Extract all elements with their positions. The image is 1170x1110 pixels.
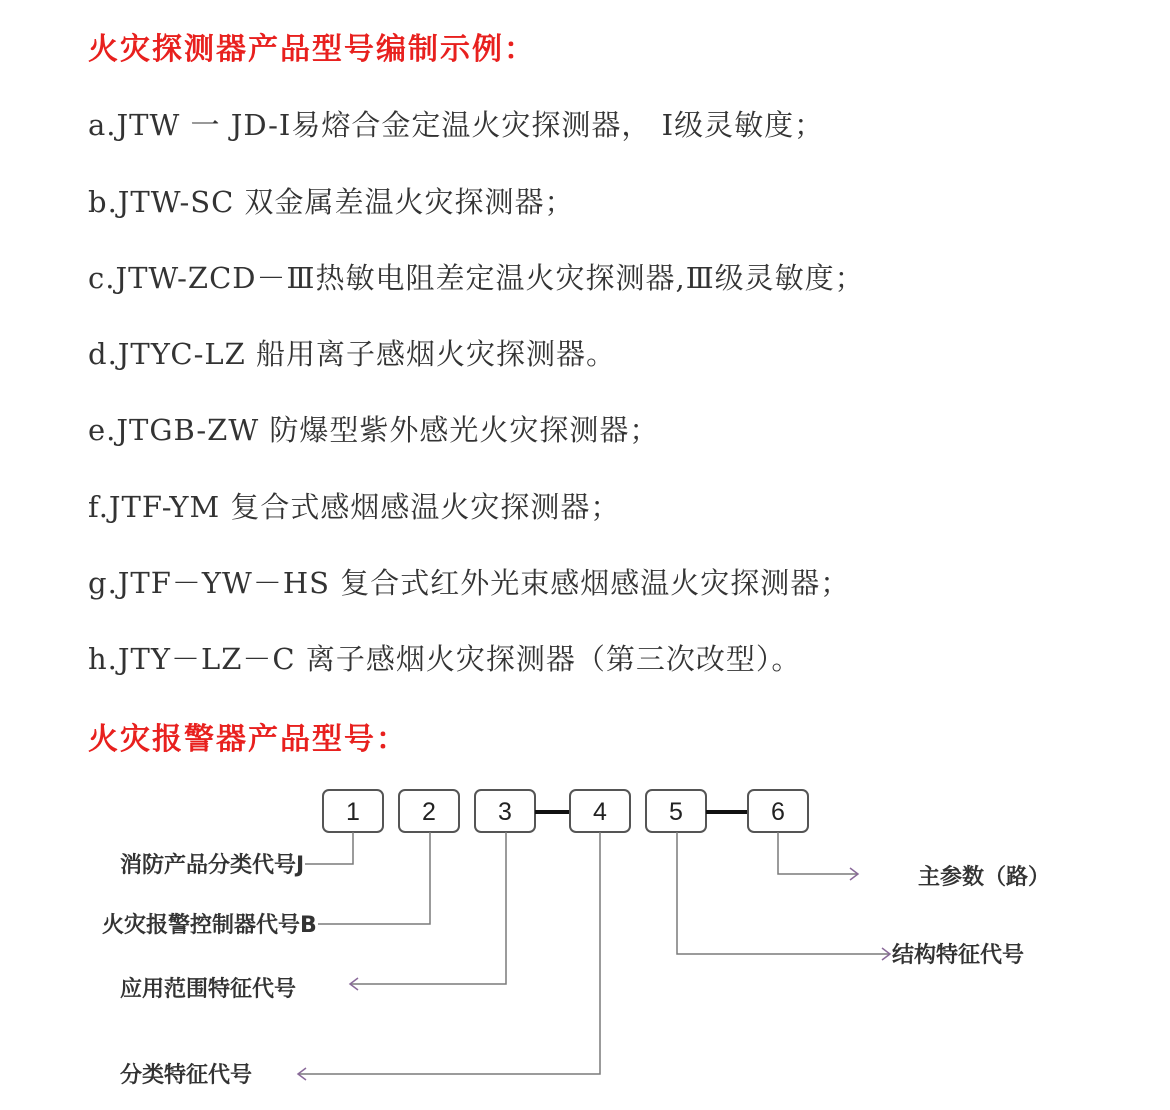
model-code-diagram [0, 770, 1170, 1110]
box-1-number: 1 [346, 798, 360, 826]
leader-4 [298, 832, 600, 1074]
example-b: b.JTW-SC 双金属差温火灾探测器； [88, 185, 575, 219]
label-code-b: 火灾报警控制器代号B [102, 913, 317, 938]
example-e: e.JTGB-ZW 防爆型紫外感光火灾探测器； [88, 413, 660, 447]
leader-6 [778, 832, 858, 874]
box-3 [475, 790, 535, 832]
example-c: c.JTW-ZCD－Ⅲ热敏电阻差定温火灾探测器,Ⅲ级灵敏度； [88, 261, 865, 295]
example-h: h.JTY－LZ－C 离子感烟火灾探测器（第三次改型）。 [88, 642, 802, 676]
box-4-number: 4 [593, 798, 607, 826]
box-2 [399, 790, 459, 832]
label-classification: 分类特征代号 [120, 1063, 253, 1088]
box-5-number: 5 [669, 798, 683, 826]
label-application: 应用范围特征代号 [120, 977, 297, 1002]
example-g: g.JTF－YW－HS 复合式红外光束感烟感温火灾探测器； [88, 566, 851, 600]
leader-5 [677, 832, 890, 954]
heading-detector-examples: 火灾探测器产品型号编制示例： [88, 32, 536, 67]
box-6-number: 6 [771, 798, 785, 826]
box-2-number: 2 [422, 798, 436, 826]
box-6 [748, 790, 808, 832]
heading-alarm-model: 火灾报警器产品型号： [88, 722, 408, 757]
example-d: d.JTYC-LZ 船用离子感烟火灾探测器。 [88, 337, 616, 371]
example-f: f.JTF-YM 复合式感烟感温火灾探测器； [88, 490, 621, 524]
label-main-param: 主参数（路） [918, 865, 1051, 890]
leader-2 [318, 832, 430, 924]
leader-1 [305, 832, 353, 864]
box-3-number: 3 [498, 798, 512, 826]
box-1 [323, 790, 383, 832]
example-a: a.JTW 一 JD-Ⅰ易熔合金定温火灾探测器， Ⅰ级灵敏度； [88, 108, 825, 142]
leader-3 [350, 832, 506, 984]
box-5 [646, 790, 706, 832]
label-code-j: 消防产品分类代号J [120, 853, 305, 878]
box-4 [570, 790, 630, 832]
label-structure: 结构特征代号 [892, 943, 1025, 968]
